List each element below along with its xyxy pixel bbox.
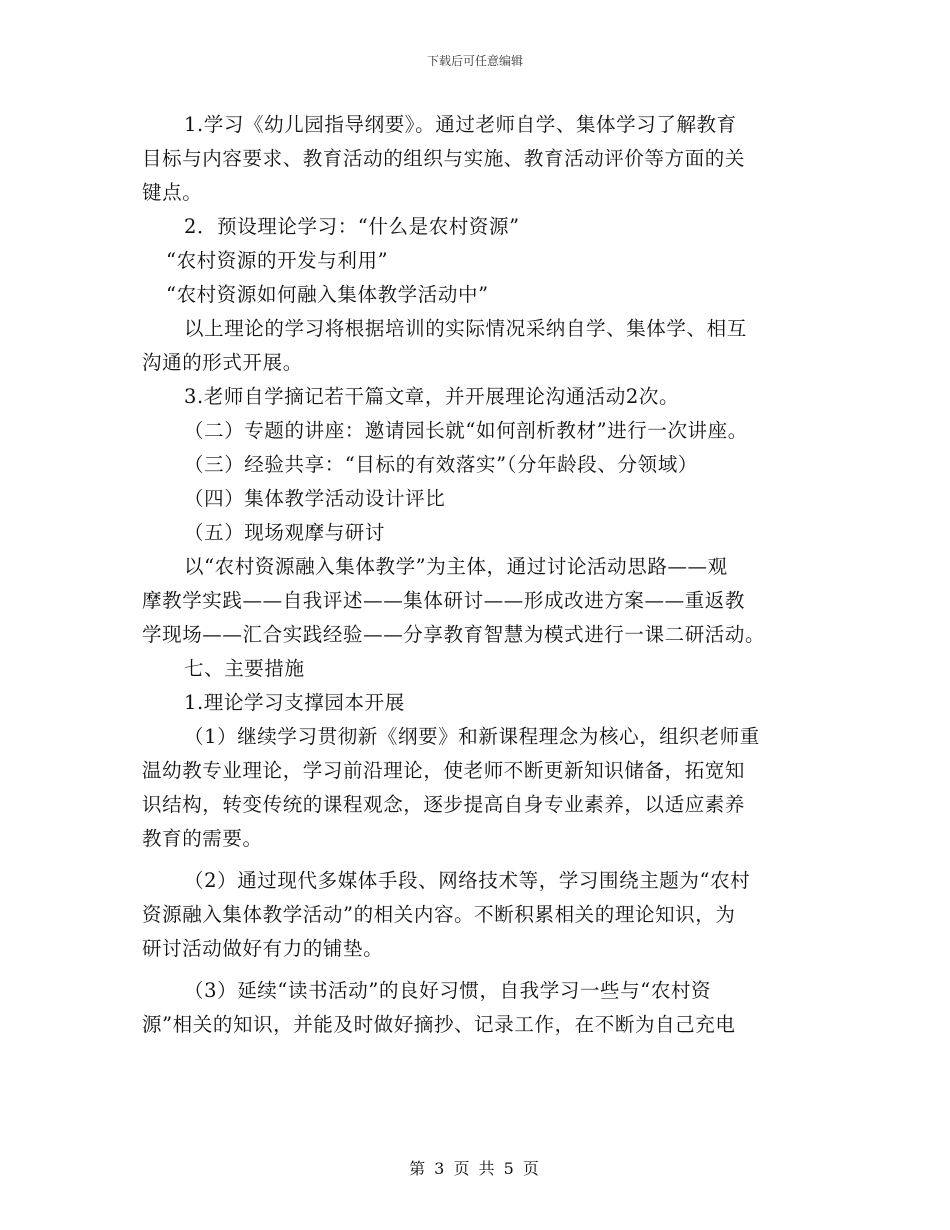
subsection-heading: 1.理论学习支撑园本开展: [184, 691, 405, 714]
paragraph-line: 学现场——汇合实践经验——分享教育智慧为模式进行一课二研活动。: [142, 623, 766, 646]
paragraph-line: 识结构，转变传统的课程观念，逐步提高自身专业素养，以适应素养: [142, 793, 746, 816]
paragraph-line: 教育的需要。: [142, 827, 263, 850]
paragraph-line: 研讨活动做好有力的铺垫。: [142, 937, 384, 960]
section-heading: 七、主要措施: [184, 657, 305, 680]
paragraph-line: 摩教学实践——自我评述——集体研讨——形成改进方案——重返教: [142, 589, 746, 612]
paragraph-line: 目标与内容要求、教育活动的组织与实施、教育活动评价等方面的关: [142, 147, 746, 170]
paragraph-line: 资源融入集体教学活动”的相关内容。不断积累相关的理论知识，为: [142, 903, 736, 926]
paragraph-line: （1）继续学习贯彻新《纲要》和新课程理念为核心，组织老师重: [184, 725, 760, 748]
paragraph-line: 键点。: [142, 181, 203, 204]
page-number: 第 3 页 共 5 页: [409, 1159, 541, 1178]
paragraph-line: 3.老师自学摘记若干篇文章，并开展理论沟通活动2次。: [184, 385, 680, 408]
paragraph-line: 1.学习《幼儿园指导纲要》。通过老师自学、集体学习了解教育: [184, 113, 737, 136]
section-heading: （四）集体教学活动设计评比: [184, 487, 446, 510]
page-header: 下载后可任意编辑: [426, 54, 523, 68]
section-heading: （二）专题的讲座：邀请园长就“如何剖析教材”进行一次讲座。: [184, 419, 748, 442]
paragraph-line: （3）延续“读书活动”的良好习惯，自我学习一些与“农村资: [184, 979, 712, 1002]
paragraph-line: 2．预设理论学习：“什么是农村资源”: [184, 215, 520, 238]
paragraph-line: 源”相关的知识，并能及时做好摘抄、记录工作，在不断为自己充电: [142, 1013, 736, 1036]
paragraph-line: 沟通的形式开展。: [142, 351, 303, 374]
section-heading: （三）经验共享：“目标的有效落实”（分年龄段、分领域）: [184, 453, 698, 476]
paragraph-line: “农村资源的开发与利用”: [166, 249, 389, 272]
paragraph-line: 以“农村资源融入集体教学”为主体，通过讨论活动思路——观: [184, 555, 728, 578]
paragraph-line: 温幼教专业理论，学习前沿理论，使老师不断更新知识储备，拓宽知: [142, 759, 746, 782]
section-heading: （五）现场观摩与研讨: [184, 521, 386, 544]
paragraph-line: （2）通过现代多媒体手段、网络技术等，学习围绕主题为“农村: [184, 869, 751, 892]
paragraph-line: “农村资源如何融入集体教学活动中”: [166, 283, 489, 306]
paragraph-line: 以上理论的学习将根据培训的实际情况采纳自学、集体学、相互: [184, 317, 747, 340]
document-body: [142, 108, 812, 1042]
